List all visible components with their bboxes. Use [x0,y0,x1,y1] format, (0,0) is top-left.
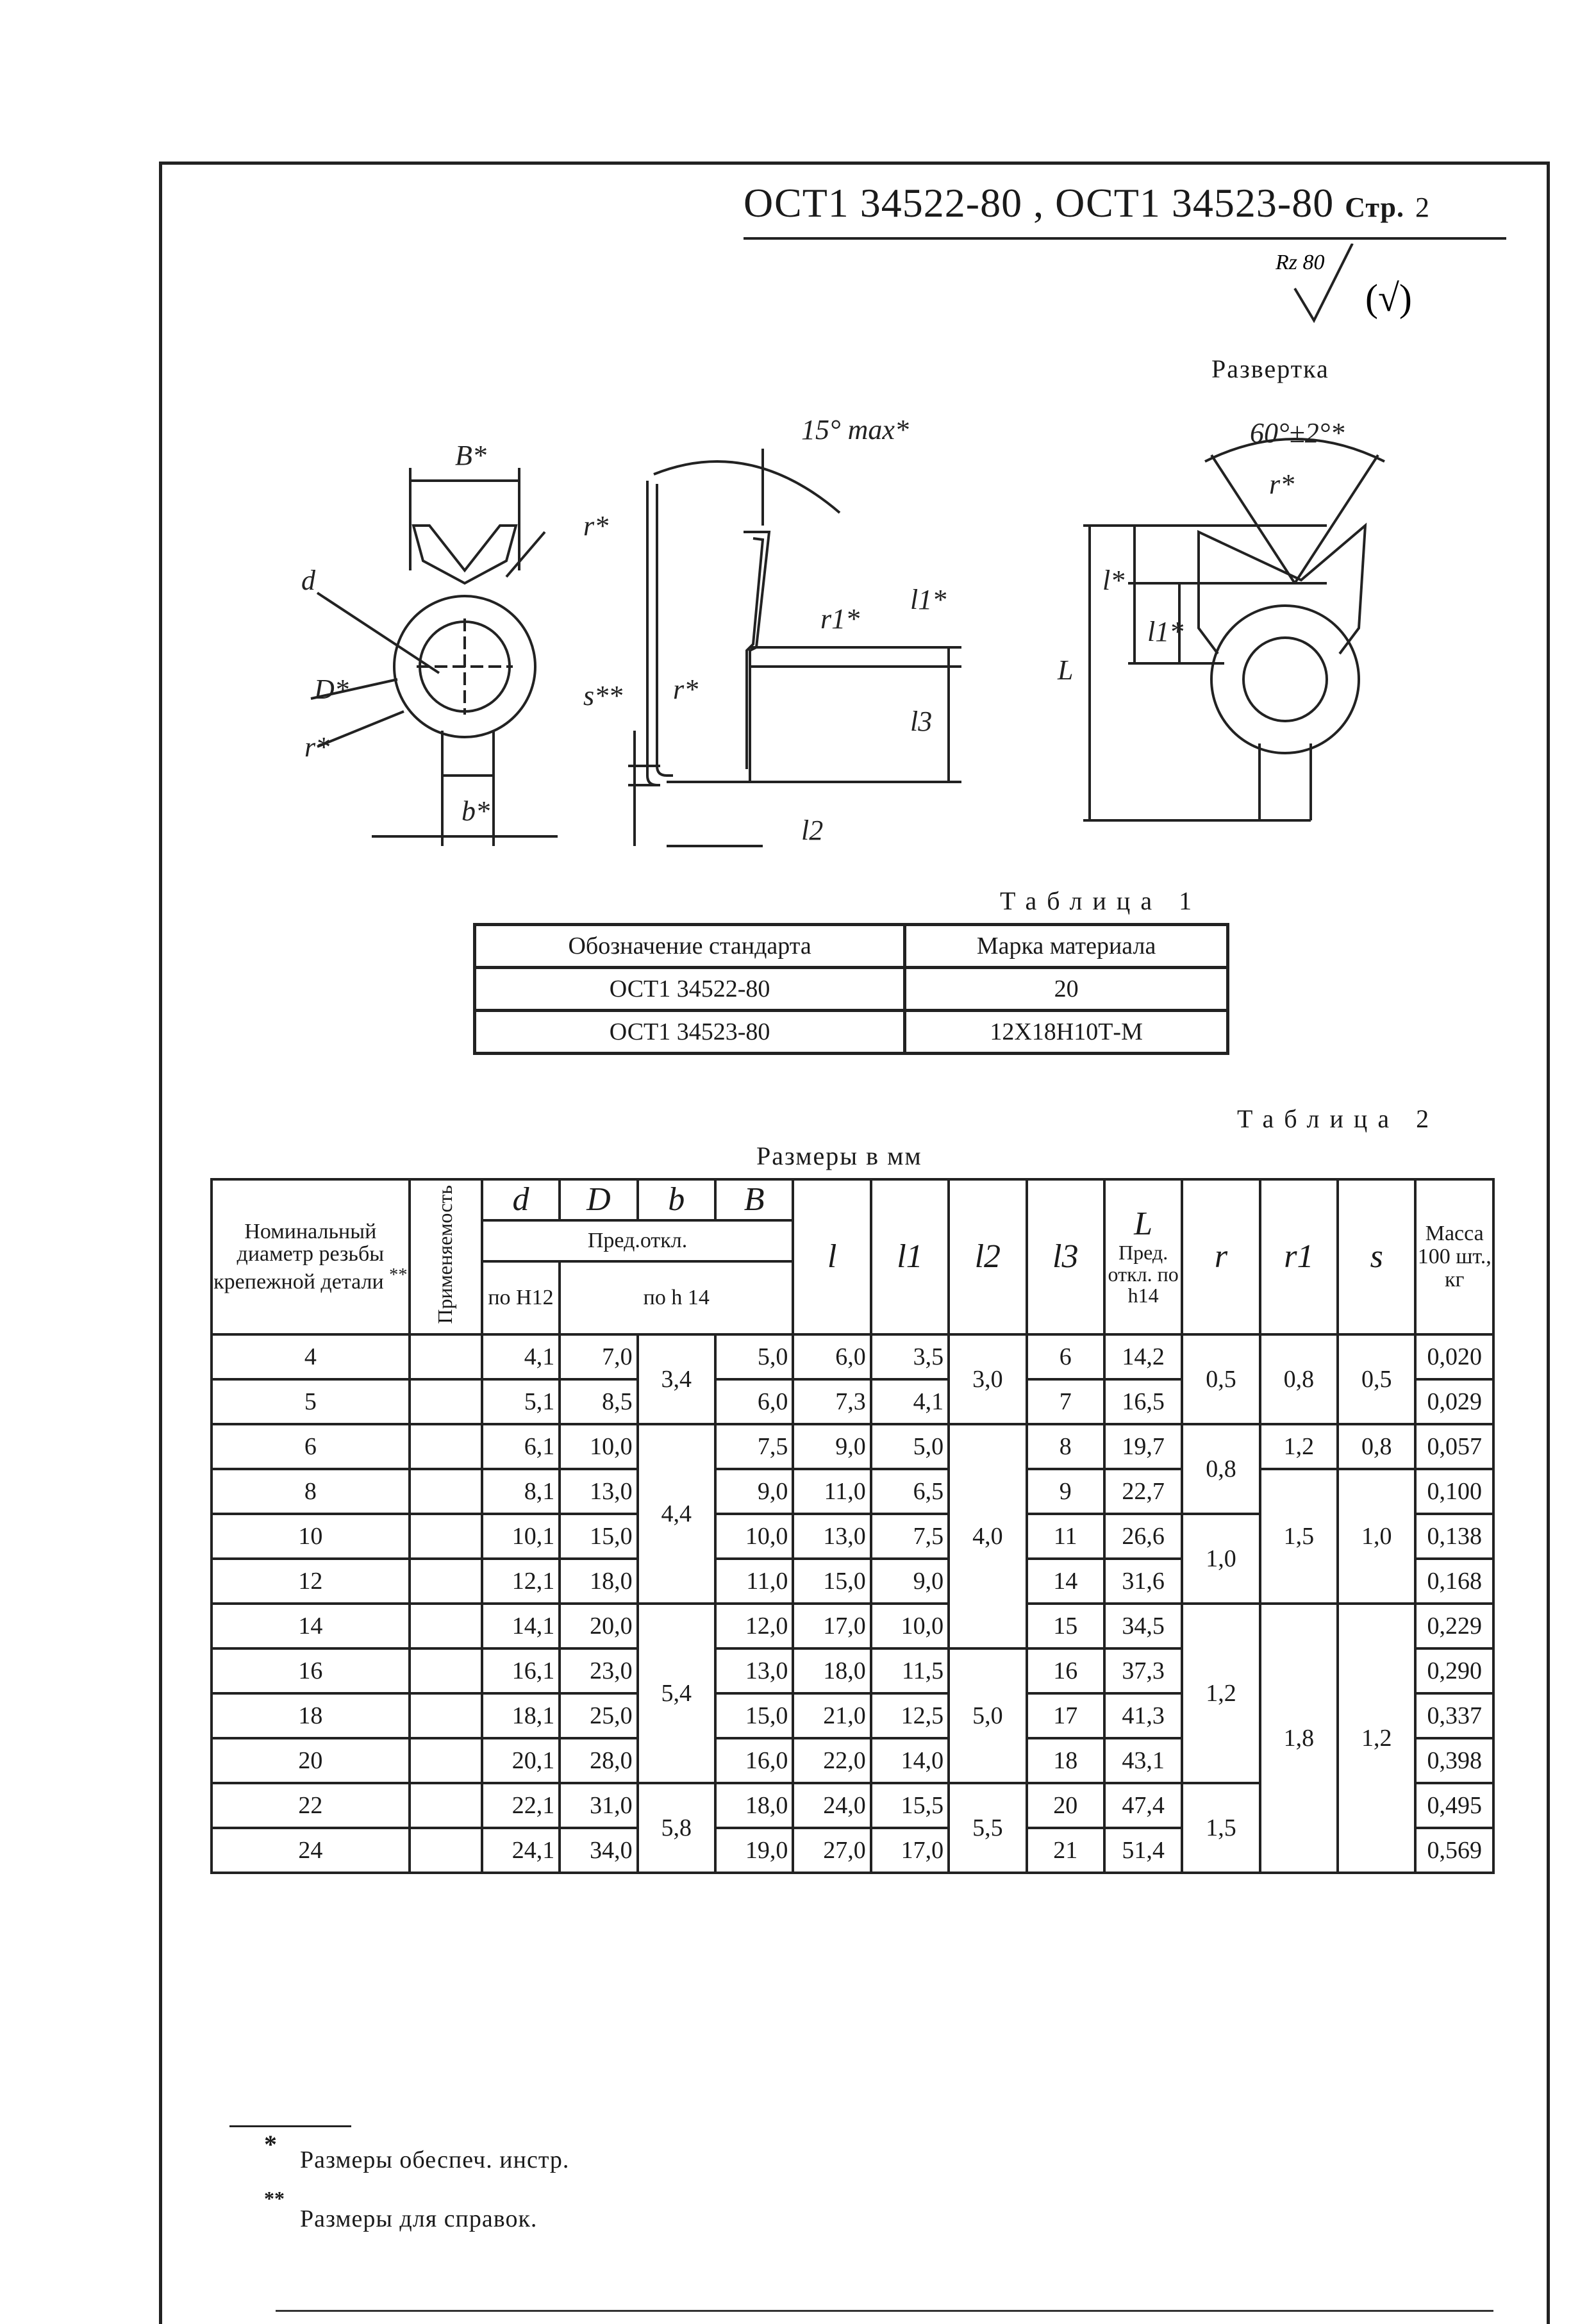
cell-r: 1,5 [1182,1783,1259,1873]
cell-l: 22,0 [793,1738,870,1783]
cell-D: 28,0 [560,1738,637,1783]
header-B: B [715,1179,793,1220]
cell-l3: 11 [1027,1514,1104,1559]
cell-r: 0,5 [1182,1334,1259,1424]
cell-b: 5,4 [638,1604,715,1783]
cell-applicability [410,1379,482,1424]
cell-r: 1,2 [1182,1604,1259,1783]
label-l1-right: l1* [1147,616,1184,647]
cell-L: 47,4 [1104,1783,1182,1828]
razvertka-label: Развертка [1211,354,1329,383]
cell-D: 31,0 [560,1783,637,1828]
footnote-2-mark: ** [264,2187,285,2210]
cell-B: 9,0 [715,1469,793,1514]
cell-d: 8,1 [482,1469,560,1514]
cell-applicability [410,1469,482,1514]
cell-l: 9,0 [793,1424,870,1469]
header-l3: l3 [1027,1179,1104,1334]
cell-l: 24,0 [793,1783,870,1828]
cell-l1: 17,0 [871,1828,949,1873]
cell-l3: 14 [1027,1559,1104,1604]
cell-nominal: 8 [212,1469,410,1514]
cell-applicability [410,1738,482,1783]
cell-applicability [410,1783,482,1828]
cell-l: 11,0 [793,1469,870,1514]
standard-title: ОСТ1 34522-80 , ОСТ1 34523-80 [744,180,1334,226]
cell-l1: 4,1 [871,1379,949,1424]
header-b: b [638,1179,715,1220]
label-B: B* [455,440,486,471]
cell-nominal: 10 [212,1514,410,1559]
header-applicability [410,1179,482,1334]
cell-B: 19,0 [715,1828,793,1873]
header-applicability-text: Применяемость [433,1184,457,1324]
cell-l1: 14,0 [871,1738,949,1783]
cell-L: 19,7 [1104,1424,1182,1469]
cell-nominal: 22 [212,1783,410,1828]
cell-d: 22,1 [482,1783,560,1828]
header-nominal-text: Номинальный диаметр резьбы крепежной детали [213,1219,385,1294]
footnote-1-mark: * [264,2130,277,2159]
label-l3: l3 [910,706,933,737]
header-D: D [560,1179,637,1220]
table-row [212,1424,1493,1469]
cell-mass: 0,100 [1415,1469,1493,1514]
cell-mass: 0,290 [1415,1648,1493,1693]
cell-l3: 15 [1027,1604,1104,1648]
cell-D: 13,0 [560,1469,637,1514]
cell-L: 37,3 [1104,1648,1182,1693]
cell-d: 24,1 [482,1828,560,1873]
cell-applicability [410,1604,482,1648]
cell-nominal: 24 [212,1828,410,1873]
cell-d: 6,1 [482,1424,560,1469]
cell-mass: 0,337 [1415,1693,1493,1738]
cell-B: 12,0 [715,1604,793,1648]
cell-applicability [410,1424,482,1469]
cell-nominal: 12 [212,1559,410,1604]
side-view [628,449,961,846]
cell-L: 34,5 [1104,1604,1182,1648]
cell-mass: 0,029 [1415,1379,1493,1424]
label-r1: r1* [820,603,860,635]
cell-l1: 5,0 [871,1424,949,1469]
label-l1: l1* [910,584,947,615]
cell-d: 12,1 [482,1559,560,1604]
label-l2: l2 [801,815,824,846]
cell-applicability [410,1514,482,1559]
cell-B: 11,0 [715,1559,793,1604]
cell-applicability [410,1648,482,1693]
table1-header-standard: Обозначение стандарта [475,925,905,968]
cell-nominal: 5 [212,1379,410,1424]
cell-l1: 15,5 [871,1783,949,1828]
cell-B: 5,0 [715,1334,793,1379]
cell-d: 18,1 [482,1693,560,1738]
cell-r1: 1,5 [1260,1469,1338,1604]
cell-l3: 7 [1027,1379,1104,1424]
header-l2: l2 [949,1179,1026,1334]
cell-nominal: 4 [212,1334,410,1379]
roughness-symbol [1276,244,1449,327]
table2 [210,1178,1495,1874]
table1-cell: ОСТ1 34523-80 [475,1011,905,1054]
cell-l1: 12,5 [871,1693,949,1738]
label-l-right: l* [1102,565,1125,596]
cell-applicability [410,1693,482,1738]
table1-cell: 12Х18Н10Т-М [905,1011,1228,1054]
table-row [475,968,1228,1011]
cell-l: 21,0 [793,1693,870,1738]
technical-drawing [276,397,1493,872]
cell-L: 14,2 [1104,1334,1182,1379]
cell-s: 0,8 [1338,1424,1415,1469]
cell-D: 23,0 [560,1648,637,1693]
cell-d: 4,1 [482,1334,560,1379]
cell-mass: 0,398 [1415,1738,1493,1783]
header-r1: r1 [1260,1179,1338,1334]
roughness-value: Rz 80 [1276,251,1325,274]
cell-b: 5,8 [638,1783,715,1873]
cell-l3: 20 [1027,1783,1104,1828]
cell-L: 43,1 [1104,1738,1182,1783]
cell-l: 7,3 [793,1379,870,1424]
header-L [1104,1179,1182,1334]
cell-L: 16,5 [1104,1379,1182,1424]
header-po-h12: по Н12 [482,1261,560,1334]
table1-cell: 20 [905,968,1228,1011]
cell-l1: 6,5 [871,1469,949,1514]
cell-mass: 0,168 [1415,1559,1493,1604]
label-s: s** [583,680,623,711]
cell-mass: 0,229 [1415,1604,1493,1648]
cell-r1: 1,2 [1260,1424,1338,1469]
cell-B: 16,0 [715,1738,793,1783]
table2-units: Размеры в мм [756,1141,922,1170]
cell-b: 3,4 [638,1334,715,1424]
cell-applicability [410,1559,482,1604]
footnote-1-text: Размеры обеспеч. инстр. [300,2146,570,2173]
cell-D: 10,0 [560,1424,637,1469]
cell-r1: 0,8 [1260,1334,1338,1424]
header-L-note: Пред. откл. по h14 [1108,1240,1179,1307]
cell-s: 0,5 [1338,1334,1415,1424]
cell-b: 4,4 [638,1424,715,1604]
cell-l2: 4,0 [949,1424,1026,1648]
flat-pattern-view [1083,439,1384,820]
roughness-other: (√) [1365,277,1412,319]
cell-l2: 3,0 [949,1334,1026,1424]
table-row [475,1011,1228,1054]
cell-l3: 21 [1027,1828,1104,1873]
label-r-left: r* [304,731,330,763]
table2-caption: Таблица 2 [1237,1104,1440,1133]
table-row [212,1334,1493,1379]
cell-l3: 18 [1027,1738,1104,1783]
cell-applicability [410,1334,482,1379]
cell-nominal: 14 [212,1604,410,1648]
cell-l2: 5,5 [949,1783,1026,1873]
cell-nominal: 6 [212,1424,410,1469]
cell-l1: 3,5 [871,1334,949,1379]
cell-d: 20,1 [482,1738,560,1783]
cell-D: 34,0 [560,1828,637,1873]
cell-d: 10,1 [482,1514,560,1559]
bottom-rule [276,2310,1493,2312]
cell-l3: 8 [1027,1424,1104,1469]
cell-mass: 0,057 [1415,1424,1493,1469]
cell-nominal: 20 [212,1738,410,1783]
cell-L: 26,6 [1104,1514,1182,1559]
cell-l1: 9,0 [871,1559,949,1604]
cell-B: 10,0 [715,1514,793,1559]
table2-header-row-1 [212,1179,1493,1220]
cell-l1: 10,0 [871,1604,949,1648]
table1-cell: ОСТ1 34522-80 [475,968,905,1011]
table1 [473,923,1229,1055]
header-l1: l1 [871,1179,949,1334]
cell-D: 7,0 [560,1334,637,1379]
header-r: r [1182,1179,1259,1334]
cell-mass: 0,495 [1415,1783,1493,1828]
label-r-top: r* [583,510,609,542]
cell-l3: 17 [1027,1693,1104,1738]
header-pred-otkl: Пред.откл. [482,1220,794,1261]
header-nominal-mark: ** [389,1265,408,1286]
label-angle-15: 15° max* [801,414,909,445]
label-b: b* [461,795,490,827]
cell-L: 31,6 [1104,1559,1182,1604]
cell-L: 22,7 [1104,1469,1182,1514]
page-number: 2 [1415,192,1431,223]
page-header [744,179,1506,240]
cell-d: 16,1 [482,1648,560,1693]
cell-l1: 7,5 [871,1514,949,1559]
cell-B: 13,0 [715,1648,793,1693]
cell-mass: 0,138 [1415,1514,1493,1559]
cell-B: 18,0 [715,1783,793,1828]
cell-L: 51,4 [1104,1828,1182,1873]
front-view [311,468,558,846]
cell-l3: 9 [1027,1469,1104,1514]
label-L: L [1058,654,1074,686]
header-s: s [1338,1179,1415,1334]
header-nominal [212,1179,410,1334]
cell-D: 25,0 [560,1693,637,1738]
footnote-2-text: Размеры для справок. [300,2205,538,2232]
cell-l: 18,0 [793,1648,870,1693]
table-row [212,1469,1493,1514]
cell-l: 13,0 [793,1514,870,1559]
footnote-divider [229,2125,351,2127]
cell-B: 15,0 [715,1693,793,1738]
cell-nominal: 18 [212,1693,410,1738]
cell-D: 18,0 [560,1559,637,1604]
label-d: d [301,565,315,596]
cell-B: 6,0 [715,1379,793,1424]
cell-D: 8,5 [560,1379,637,1424]
cell-l1: 11,5 [871,1648,949,1693]
table-row [212,1604,1493,1648]
cell-B: 7,5 [715,1424,793,1469]
label-r-right: r* [1269,469,1295,500]
cell-mass: 0,569 [1415,1828,1493,1873]
cell-d: 5,1 [482,1379,560,1424]
cell-mass: 0,020 [1415,1334,1493,1379]
label-D: D* [314,674,349,705]
cell-l: 6,0 [793,1334,870,1379]
cell-l3: 16 [1027,1648,1104,1693]
cell-l2: 5,0 [949,1648,1026,1783]
cell-l3: 6 [1027,1334,1104,1379]
cell-l: 17,0 [793,1604,870,1648]
cell-applicability [410,1828,482,1873]
header-po-h14: по h 14 [560,1261,793,1334]
table1-header-row [475,925,1228,968]
cell-r: 1,0 [1182,1514,1259,1604]
cell-d: 14,1 [482,1604,560,1648]
cell-L: 41,3 [1104,1693,1182,1738]
cell-l: 27,0 [793,1828,870,1873]
cell-r: 0,8 [1182,1424,1259,1514]
header-l: l [793,1179,870,1334]
cell-D: 15,0 [560,1514,637,1559]
cell-nominal: 16 [212,1648,410,1693]
table1-caption: Таблица 1 [1000,886,1202,915]
table1-header-material: Марка материала [905,925,1228,968]
cell-r1: 1,8 [1260,1604,1338,1873]
header-mass: Масса 100 шт., кг [1415,1179,1493,1334]
header-d: d [482,1179,560,1220]
cell-D: 20,0 [560,1604,637,1648]
label-r-mid: r* [673,674,699,705]
label-angle-60: 60°±2°* [1250,417,1345,449]
cell-s: 1,2 [1338,1604,1415,1873]
header-L-symbol: L [1134,1206,1153,1243]
cell-s: 1,0 [1338,1469,1415,1604]
page-label: Стр. [1345,192,1405,223]
cell-l: 15,0 [793,1559,870,1604]
